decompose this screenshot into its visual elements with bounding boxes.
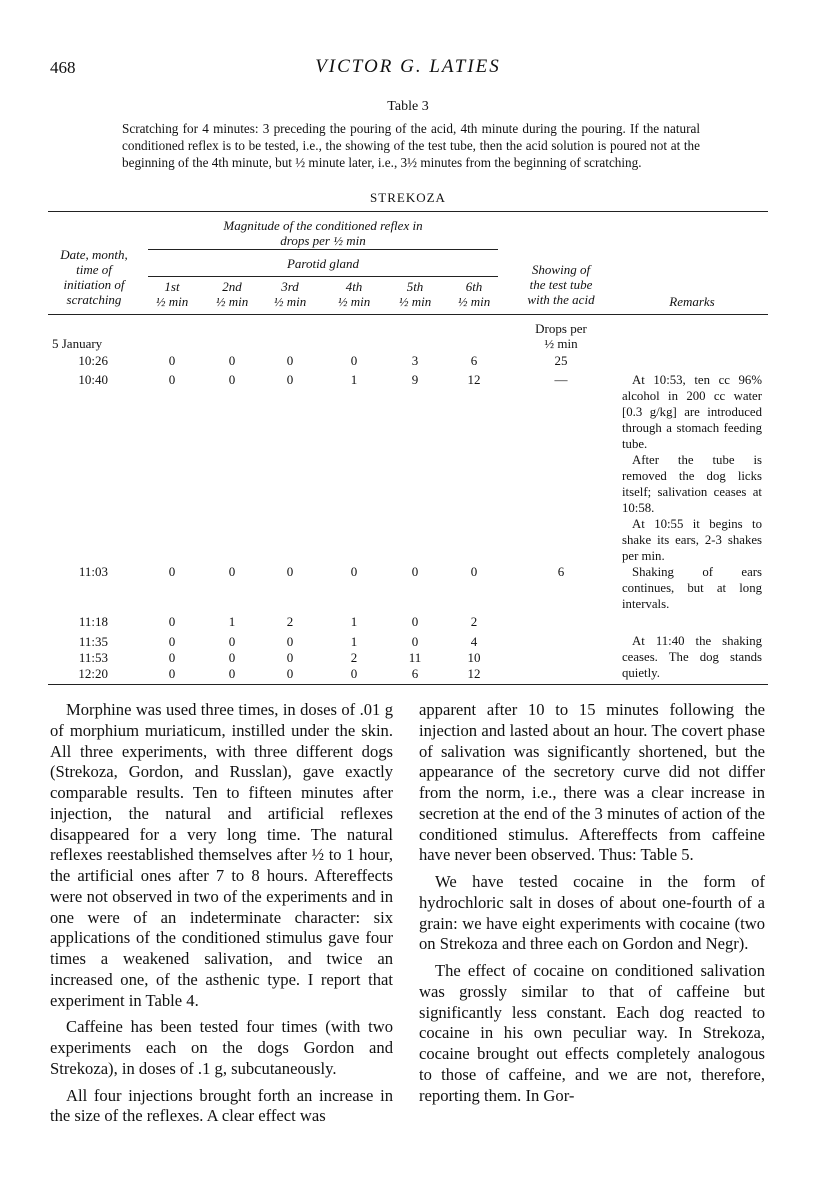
body-paragraph: Caffeine has been tested four times (with two experiments each on the dogs Gordon and Strekoza), in doses of .1 g, subcutaneously.	[50, 1017, 393, 1078]
row-value: 1	[350, 372, 358, 387]
row-value: 0	[286, 634, 294, 649]
header-period-3	[262, 279, 318, 309]
table-bottom-rule	[48, 684, 768, 685]
header-date-line: Date, month,	[60, 247, 128, 262]
remark-paragraph: At 10:55 it begins to shake its ears, 2-3 shakes per min.	[622, 517, 762, 563]
row-time: 10:40	[78, 372, 108, 387]
row-time: 10:26	[78, 353, 108, 368]
page-number: 468	[50, 58, 76, 77]
row-value: 0	[168, 372, 176, 387]
row-value: 0	[168, 353, 176, 368]
row-time: 11:35	[78, 634, 108, 649]
header-period-5	[387, 279, 443, 309]
header-period-ordinal: 1st	[164, 279, 180, 294]
row-value: 2	[286, 614, 294, 629]
row-time: 12:20	[78, 666, 108, 681]
table-caption: Scratching for 4 minutes: 3 preceding the pouring of the acid, 4th minute during the pouring. If the natural conditioned reflex is to be tested, i.e., the showing of the test tube, then the acid solution is poured not at the beginning of the 4th minute, but ½ minute later, i.e., 3½ minutes from the beginning of scratching.	[122, 121, 700, 170]
header-period-4	[326, 279, 382, 309]
header-period-ordinal: 5th	[406, 279, 424, 294]
remark-paragraph: At 10:53, ten cc 96% alcohol in 200 cc water [0.3 g/kg] are introduced through a stomach feeding tube.	[622, 373, 762, 451]
header-period-unit: ½ min	[155, 294, 189, 309]
row-value: 0	[470, 564, 478, 579]
row-value: 2	[350, 650, 358, 665]
date-label: 5 January	[52, 336, 103, 351]
header-period-unit: ½ min	[337, 294, 371, 309]
row-value: 9	[411, 372, 419, 387]
subgroup-rule	[148, 276, 498, 277]
header-magnitude-line: drops per ½ min	[280, 233, 366, 248]
row-value: 0	[350, 564, 358, 579]
body-paragraph: All four injections brought forth an increase in the size of the reflexes. A clear effect was	[50, 1085, 393, 1126]
row-value: 0	[228, 634, 236, 649]
row-test-tube: —	[554, 372, 568, 387]
row-value: 0	[168, 634, 176, 649]
row-value: 0	[350, 353, 358, 368]
header-period-unit: ½ min	[273, 294, 307, 309]
header-date-line: initiation of	[63, 277, 125, 292]
header-period-1	[144, 279, 200, 309]
header-period-unit: ½ min	[457, 294, 491, 309]
row-test-tube: 25	[554, 353, 568, 368]
row-value: 0	[228, 353, 236, 368]
header-period-2	[204, 279, 260, 309]
body-left-column	[50, 700, 393, 1133]
row-value: 0	[168, 564, 176, 579]
remark-paragraph: At 11:40 the shaking ceases. The dog stands quietly.	[622, 634, 762, 680]
row-value: 1	[350, 634, 358, 649]
row-value: 0	[350, 666, 358, 681]
row-value: 0	[411, 564, 419, 579]
header-date-line: time of	[76, 262, 112, 277]
row-value: 0	[228, 666, 236, 681]
row-value: 0	[286, 666, 294, 681]
row-value: 0	[168, 666, 176, 681]
row-test-tube: 6	[557, 564, 565, 579]
header-period-ordinal: 3rd	[281, 279, 299, 294]
header-date-line: scratching	[66, 292, 122, 307]
row-value: 0	[168, 650, 176, 665]
header-test-tube-line: Showing of	[531, 262, 591, 277]
row-value: 4	[470, 634, 478, 649]
header-magnitude-line: Magnitude of the conditioned reflex in	[223, 218, 423, 233]
row-value: 0	[228, 564, 236, 579]
row-value: 0	[286, 564, 294, 579]
remark-alcohol	[622, 372, 762, 564]
header-period-unit: ½ min	[215, 294, 249, 309]
remark-shaking	[622, 564, 762, 612]
header-period-6	[446, 279, 502, 309]
row-value: 0	[228, 650, 236, 665]
header-period-unit: ½ min	[398, 294, 432, 309]
row-value: 6	[470, 353, 478, 368]
remark-paragraph: After the tube is removed the dog licks itself; salivation ceases at 10:58.	[622, 453, 762, 515]
test-tube-unit-line: ½ min	[544, 336, 578, 351]
row-value: 0	[411, 634, 419, 649]
row-value: 0	[286, 353, 294, 368]
header-remarks: Remarks	[669, 294, 715, 309]
row-value: 2	[470, 614, 478, 629]
row-value: 10	[467, 650, 481, 665]
row-value: 1	[228, 614, 236, 629]
body-paragraph: apparent after 10 to 15 minutes following the injection and lasted about an hour. The covert phase of salivation was significantly shortened, but the appearance of the secretory curve did not differ from the norm, i.e., there was a clear increase in secretion at the end of the 3 minutes of action of the conditioned stimulus. Aftereffects from caffeine have never been observed. Thus: Table 5.	[419, 700, 765, 865]
table-title: Table 3	[387, 99, 429, 114]
row-time: 11:18	[78, 614, 108, 629]
header-bottom-rule	[48, 314, 768, 315]
table-top-rule	[48, 211, 768, 212]
header-test-tube	[508, 262, 614, 307]
row-value: 3	[411, 353, 419, 368]
test-tube-unit	[508, 321, 614, 351]
remark-shaking-ceases	[622, 633, 762, 681]
body-paragraph: Morphine was used three times, in doses of .01 g of morphium muriaticum, instilled under the skin. All three experiments, with three different dogs (Strekoza, Gordon, and Russlan), gave exactly comparable results. Ten to fifteen minutes after injection, the natural and artificial reflexes disappeared for a very long time. The natural reflexes reestablished themselves after ½ to 1 hour, the artificial ones after 7 to 8 hours. Aftereffects were not observed in two of the experiments and in one were of an indeterminate character: six applications of the conditioned stimulus gave four times a weakened salivation, and twice an increased one, of the asthenic type. I report that experiment in Table 4.	[50, 700, 393, 1010]
row-value: 1	[350, 614, 358, 629]
body-paragraph: We have tested cocaine in the form of hydrochloric salt in doses of about one-fourth of a grain: we have eight experiments with cocaine (two on Strekoza and three each on Gordon and Negr).	[419, 872, 765, 954]
body-right-column	[419, 700, 765, 1112]
header-magnitude-group	[148, 218, 498, 248]
running-head-author: VICTOR G. LATIES	[315, 56, 501, 77]
row-time: 11:53	[78, 650, 108, 665]
row-value: 12	[467, 372, 481, 387]
header-parotid-gland: Parotid gland	[286, 256, 360, 271]
row-value: 11	[408, 650, 422, 665]
test-tube-unit-line: Drops per	[535, 321, 587, 336]
header-period-ordinal: 4th	[345, 279, 363, 294]
row-value: 6	[411, 666, 419, 681]
table-dog-name: STREKOZA	[370, 190, 446, 205]
header-date-column	[48, 247, 140, 307]
row-value: 0	[286, 372, 294, 387]
row-value: 0	[411, 614, 419, 629]
row-value: 12	[467, 666, 481, 681]
header-period-ordinal: 6th	[465, 279, 483, 294]
header-test-tube-line: with the acid	[527, 292, 595, 307]
row-value: 0	[168, 614, 176, 629]
group-rule	[148, 249, 498, 250]
remark-paragraph: Shaking of ears continues, but at long intervals.	[622, 565, 762, 611]
header-test-tube-line: the test tube	[529, 277, 593, 292]
header-period-ordinal: 2nd	[222, 279, 242, 294]
row-time: 11:03	[78, 564, 108, 579]
row-value: 0	[286, 650, 294, 665]
row-value: 0	[228, 372, 236, 387]
body-paragraph: The effect of cocaine on conditioned salivation was grossly similar to that of caffeine but significantly less constant. Each dog reacted to cocaine in his own peculiar way. In Strekoza, cocaine brought out effects completely analogous to those of caffeine, and we are not, therefore, reporting them. In Gor-	[419, 961, 765, 1105]
